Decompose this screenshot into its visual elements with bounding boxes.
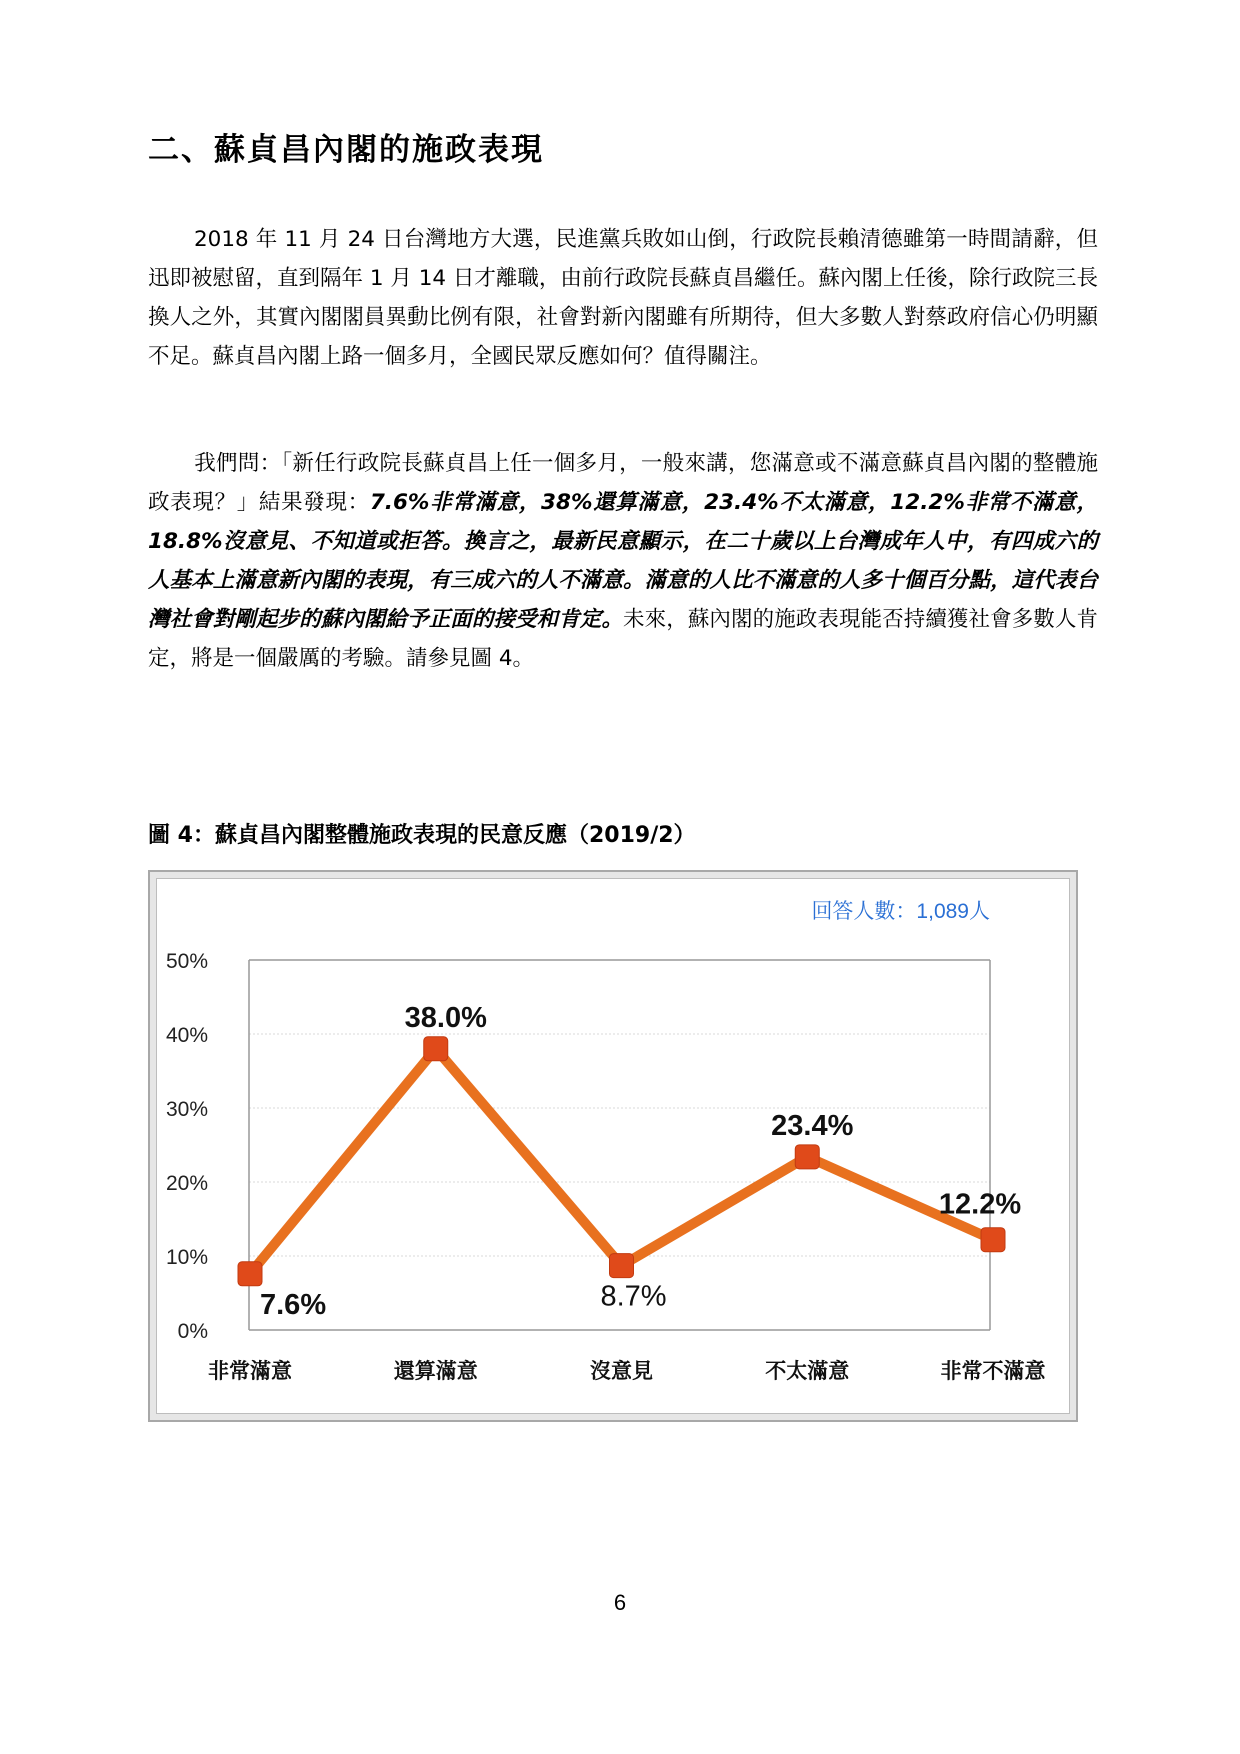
x-tick-label: 還算滿意 (393, 1359, 478, 1383)
respondent-count: 回答人數：1,089人 (811, 900, 990, 923)
y-tick-label: 40% (165, 1024, 208, 1047)
data-point-marker (238, 1262, 262, 1286)
data-point-marker (610, 1254, 634, 1278)
line-chart (150, 872, 1080, 1424)
y-tick-label: 10% (165, 1246, 208, 1269)
paragraph-intro-text: 2018 年 11 月 24 日台灣地方大選，民進黨兵敗如山倒，行政院長賴清德雖第一時間請辭，但迅即被慰留，直到隔年 1 月 14 日才離職，由前行政院長蘇貞昌繼任。蘇內閣上任後，除行政院三長換人之外，其實內閣閣員異動比例有限，社會對新內閣雖有所期待，但大多數人對蔡政府信心仍明顯不足。蘇貞昌內閣上路一個多月，全國民眾反應如何？值得關注。 (148, 227, 1098, 369)
y-tick-label: 0% (177, 1320, 208, 1343)
page-number: 6 (613, 1590, 627, 1615)
data-label: 38.0% (404, 1001, 487, 1034)
data-point-marker (424, 1037, 448, 1061)
x-tick-label: 非常滿意 (208, 1359, 292, 1383)
paragraph-intro (148, 220, 1098, 376)
data-point-marker (981, 1228, 1005, 1252)
section-title: 二、蘇貞昌內閣的施政表現 (148, 132, 544, 168)
data-label: 23.4% (771, 1109, 854, 1142)
chart-frame (148, 870, 1078, 1422)
x-tick-label: 非常不滿意 (940, 1359, 1046, 1383)
x-tick-label: 不太滿意 (765, 1359, 850, 1383)
paragraph-survey-conclusion: 未來，蘇內閣的施政表現能否持續獲社會多數人肯定，將是一個嚴厲的考驗。請參見圖 4。 (148, 607, 1098, 671)
y-tick-label: 50% (165, 950, 208, 973)
y-tick-label: 30% (165, 1098, 208, 1121)
y-axis-ticks (166, 950, 208, 1343)
data-point-marker (795, 1145, 819, 1169)
paragraph-survey-findings: 7.6%非常滿意，38%還算滿意，23.4%不太滿意，12.2%非常不滿意，18.8%沒意見、不知道或拒答。換言之，最新民意顯示，在二十歲以上台灣成年人中，有四成六的人基本上滿意新內閣的表現，有三成六的人不滿意。滿意的人比不滿意的人多十個百分點，這代表台灣社會對剛起步的蘇內閣給予正面的接受和肯定。 (148, 490, 1098, 632)
paragraph-survey (148, 444, 1098, 678)
figure-caption: 圖 4：蘇貞昌內閣整體施政表現的民意反應（2019/2） (148, 823, 696, 848)
data-label: 7.6% (260, 1288, 327, 1321)
data-label: 12.2% (938, 1188, 1022, 1221)
paragraph-survey-question: 我們問：「新任行政院長蘇貞昌上任一個多月，一般來講，您滿意或不滿意蘇貞昌內閣的整體施政表現？」結果發現： (148, 451, 1098, 515)
data-label: 8.7% (600, 1280, 667, 1313)
y-tick-label: 20% (165, 1172, 208, 1195)
x-axis-ticks (208, 1359, 1046, 1383)
x-tick-label: 沒意見 (590, 1359, 653, 1383)
